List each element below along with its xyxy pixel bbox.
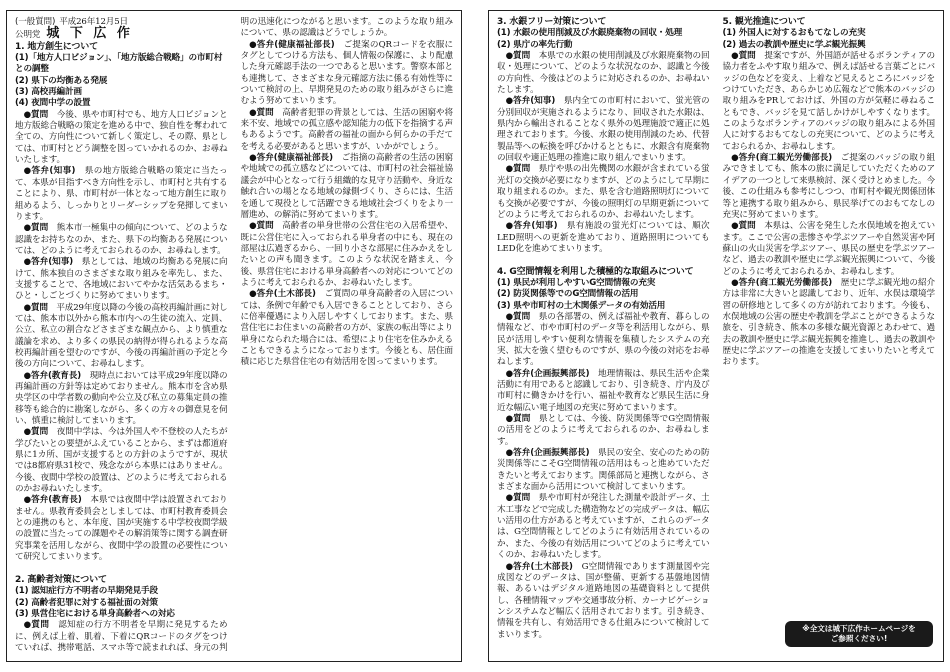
sub-topic: (2) 高齢者犯罪に対する福祉面の対策 [15, 597, 158, 608]
answer-text: 現時点においては平成29年度以降の再編計画の方針等は定めておりません。熊本市を含め県央学区の中学者数の動向や公立及び私立の募集定員の推移等も総合的に勘案しながら、多くの方々の御意見を伺い、慎重に検討してまいります。 [15, 370, 228, 427]
question-paragraph [723, 221, 936, 278]
answer-label: ●答弁(知事) [505, 96, 556, 107]
answer-text: 本県では夜間中学は設置されておりません。県教育委員会としましては、市町村教育委員会との連携のもと、本年度、国が実施する中学校夜間学級の設置に当たっての課題やその解消策等に関する調査研究事業を活用しながら、夜間中学の設置の必要性について研究してまいります。 [15, 495, 228, 563]
member-name: 城 下 広 作 [46, 26, 133, 42]
report-header [15, 17, 228, 42]
answer-label: ●答弁(知事) [505, 221, 558, 232]
answer-label: ●答弁(企画振興部長) [505, 368, 590, 379]
answer-text: 県の地方版総合戦略の策定に当たって、本県が目指すべき方向性を示し、市町村と共有することにより、県、市町村が一体となって地方創生に取り組めるよう、しっかりとリーダーシップを発揮してまいります。 [15, 166, 228, 222]
question-text: 高齢者犯罪の背景としては、生活の困窮や将来不安、地域での孤立感や認知能力の低下を指摘する声もあるようです。高齢者の福祉の面から何らかの手だてを考える必要があると思いますが、いかがでしょう。 [240, 107, 453, 152]
question-text: 高齢者の単身世帯の公営住宅の入居希望や、既に公営住宅に入っておられる単身者の中にも、現在の部屋は広過ぎるから、一回り小さな部屋に住みかえをしたいとの声も聞きます。このような状況を踏まえ、今後、県営住宅における単身高齢者への対応についてどのように考えておられるか、お尋ねいたします。 [240, 221, 453, 288]
question-text: 平成29年度以降の今後の高校再編計画に対しては、熊本市以外から熊本市内への生徒の流入、定員、公立、私立の割合などさまざまな観点から、より慎重な議論を求め、より多くの県民の納得が得られるような高校再編計画を望むのですが、今後の再編計画の予定と今後の方向について、お尋ねします。 [15, 302, 228, 370]
answer-paragraph [497, 96, 710, 164]
question-label: ●質問 [23, 620, 50, 631]
homepage-note [785, 621, 933, 647]
question-label: ●質問 [249, 221, 274, 232]
sub-topic: (4) 夜間中学の設置 [15, 98, 91, 109]
left-columns [15, 17, 453, 655]
question-paragraph [241, 108, 454, 153]
answer-label: ●答弁(健康福祉部長) [249, 153, 333, 164]
answer-text: 歴史に学ぶ観光地の紹介方は非常に大きいと認識しており、近年、水俣は環境学習の研修地として多くの方が訪れております。今後も、水俣地域の公害の歴史や教訓を学ぶことができるような旅を、引き続き、熊本の多様な観光資源とあわせて、過去の教訓や歴史に学ぶ観光振興を推進し、過去の教訓や歴史に学ぶツアーの推進を支援してまいりたいと考えております。 [722, 277, 935, 368]
question-text: 本県は、公害を発生した水俣地域を抱えています。ここで公害の悲惨さや学ぶツアーや自然災害や阿蘇山の火山災害を学ぶツアー、県民の歴史を学ぶツアーなど、過去の教訓や歴史に学ぶ観光振興について、今後どのように考えておられるか、お尋ねします。 [722, 221, 935, 277]
question-paragraph [497, 493, 710, 561]
sub-topic: (1)「地方人口ビジョン」、「地方版総合戦略」の市町村との調整 [15, 53, 223, 75]
section-spacer [497, 641, 710, 652]
question-paragraph [15, 223, 228, 257]
answer-text: ご指摘の高齢者の生活の困窮や地域での孤立感などについては、市町村の社会福祉協議会が中心となって行う組織的な見守り活動や、身近な触れ合いの場となる地域の縁側づくり、さらには、生活を通して現役として活躍できる地域社会づくりをより一層進め、の解消に努めてまいります。 [240, 153, 453, 220]
sub-topic: (3) 県や市町村の土木関係データの有効活用 [497, 300, 666, 311]
section-spacer [15, 564, 228, 575]
answer-text: ご質問の単身高齢者の入居については、条例で年齢でも入居できることとしており、さらに倍率優遇により入居しやすくしております。また、県営住宅にお住まいの高齢者の方が、家族の転出等により単身になられた場合には、希望により住宅を住みかえることもできるようになっております。今後とも、居住面積に応じた県営住宅の有効活用を図ってまいります。 [240, 289, 453, 368]
question-paragraph [15, 427, 228, 495]
answer-paragraph [497, 221, 710, 255]
sub-topic: (2) 県庁の率先行動 [497, 39, 573, 50]
section-spacer [497, 255, 710, 266]
question-paragraph [723, 51, 936, 153]
answer-text: ご提案のバッジの取り組みできましても、熊本の旅に満足していただくためのアイデアの一つとして来県検討、深く受けとめました。今後、この仕組みも参考にしつつ、市町村や観光関係団体等と連携する取り組みから、県民挙げてのおもてなしの充実に努めてまいります。 [722, 153, 935, 220]
question-paragraph [15, 303, 228, 371]
page-left [6, 10, 462, 662]
session-date: 平成26年12月5日 [59, 17, 128, 27]
question-paragraph [497, 414, 710, 448]
answer-text: 県内全ての市町村において、蛍光管の分別回収が実施されるようになり、回収された水銀は、県内から輸出されることなく県外の処理施設で適正に処理されております。今後、水銀の使用削減のため、代替製品等への転換を呼びかけるとともに、水銀含有廃棄物の回収や適正処理の推進に取り組んでまいります。 [497, 96, 710, 164]
question-label: ●質問 [23, 223, 49, 234]
question-paragraph [497, 51, 710, 96]
answer-paragraph [241, 289, 454, 368]
answer-text: ご提案のQRコードを衣服にタグとしてつける方法も、個人情報の保護に、より配慮した身元確認手法の一つであると思います。警察本部とも連携して、さまざまな身元確認方法に係る有効性等について検討の上、早期発見のための取り組みがさらに進むよう努めてまいります。 [240, 39, 453, 107]
section-title: 4. G空間情報を利用した積極的な取組みについて [497, 266, 694, 277]
sub-topic: (3) 県営住宅における単身高齢者への対応 [15, 608, 175, 619]
question-paragraph [241, 221, 454, 289]
answer-paragraph [15, 166, 228, 223]
answer-paragraph [241, 40, 454, 108]
question-type: (一般質問) [15, 17, 56, 27]
sub-topic: (1) 認知症行方不明者の早期発見手段 [15, 586, 158, 597]
question-paragraph [497, 312, 710, 369]
answer-label: ●答弁(健康福祉部長) [249, 39, 335, 50]
sub-topic: (3) 高校再編計画 [15, 87, 82, 98]
answer-label: ●答弁(企画振興部長) [505, 448, 590, 459]
question-text: 県としては、今後、防災関係等でG空間情報の活用をどのように考えておられるのか、お尋ねします。 [497, 414, 710, 447]
section-title: 2. 高齢者対策について [15, 574, 107, 585]
answer-label: ●答弁(知事) [23, 166, 76, 177]
answer-text: 県民の安全、安心のための防災関係等にこそG空間情報の活用はもっと進めていただきたいと考えております。関係部局と連携しながら、さまざまな面から活用について検討してまいります。 [497, 448, 710, 493]
page-right [488, 10, 944, 662]
question-text: 提案ですが、外国語が話せるボランティアの協力者をふやす取り組みで、例えば話せる言葉ごとにバッジの色などを変え、上着など見えるところにバッジをつけていただき、あらかじめ広報などで熊本のバッジの取り組みをPRしておけば、外国の方が気軽に尋ねることもでき、バッジを見て話しかけがしやすくなります。このようなボランティアのバッジの取り組みによる外国人に対するおもてなしの充実について、どのように考えておられるか、お尋ねします。 [722, 51, 935, 152]
section-title: 5. 観光推進について [722, 17, 806, 27]
question-text: 熊本市一極集中の傾向について、どのような認識をお持ちなのか、また、県下の均衡ある発展については、どのように考えておられるのか、お尋ねします。 [15, 223, 228, 256]
section-title: 3. 水銀フリー対策について [497, 17, 607, 27]
question-paragraph [15, 110, 228, 167]
sub-topic: (1) 県民が利用しやすいG空間情報の充実 [497, 277, 656, 288]
note-line-1: ※全文は城下広作ホームページを [802, 624, 916, 633]
question-label: ●質問 [505, 493, 531, 504]
answer-paragraph [15, 495, 228, 563]
answer-paragraph [497, 448, 710, 493]
sub-topic: (1) 水銀の使用削減及び水銀廃棄物の回収・処理 [497, 28, 683, 39]
note-line-2: ご参照ください! [830, 634, 888, 643]
section-title: 1. 地方創生について [15, 41, 98, 52]
question-label: ●質問 [731, 51, 756, 62]
answer-label: ●答弁(商工観光労働部長) [731, 277, 833, 288]
question-label: ●質問 [505, 311, 531, 322]
question-text: 認知症の行方不明者を早期に発見するために、例えば上着、肌着、下着にQRコードのタグをつけていれば、携帯電話、スマホ等で読まれれば、身元の判明の迅速化につながると思います。このような取り組みについて、県の認識はどうでしょうか。 [15, 17, 453, 653]
answer-text: 県としては、地域の均衡ある発展に向けて、熊本独自のさまざまな取り組みを率先し、また、支援することで、各地域においてやかな活気あるまち・ひと・しごとづくりに努めてまいります。 [15, 257, 228, 302]
sub-topic: (2) 過去の教訓や歴史に学ぶ観光振興 [722, 39, 866, 50]
question-label: ●質問 [23, 427, 49, 438]
answer-paragraph [15, 257, 228, 302]
question-label: ●質問 [23, 109, 49, 120]
answer-paragraph [497, 369, 710, 414]
sub-topic: (2) 防災関係等でのG空間情報の活用 [497, 289, 639, 300]
answer-label: ●答弁(商工観光労働部長) [731, 153, 833, 164]
question-paragraph [497, 164, 710, 221]
question-label: ●質問 [249, 107, 274, 118]
answer-paragraph [723, 153, 936, 221]
sub-topic: (1) 外国人に対するおもてなしの充実 [722, 28, 866, 39]
question-text: 本県での水銀の使用削減及び水銀廃棄物の回収・処理について、どのような状況なのか、認識と今後の方向性、今後はどのように対応されるのか、お尋ねいたします。 [497, 51, 710, 96]
question-text: 県庁や県の出先機関の水銀が含まれている蛍光灯の交換が必要になりますが、どのようにして早期に取り組まれるのか。また、県を含む道路照明灯についても交換が必要ですが、今後の照明灯の早期更新についてどのように考えておられるのか、お尋ねいたします。 [497, 164, 710, 220]
answer-paragraph [497, 562, 710, 641]
question-label: ●質問 [505, 51, 531, 62]
question-label: ●質問 [505, 164, 531, 175]
question-text: 県や市町村が発注した測量や設計データ、土木工事などで完成した構造物などの完成データは、幅広い活用の仕方があると考えていますが、これらのデータは、G空間情報としてどのように有効活用されているのか、また、今後の有効活用についてどのように考えていくのか、お尋ねいたします。 [497, 493, 710, 561]
answer-text: 県有施設の蛍光灯については、順次LED照明への更新を進めており、道路照明についてもLED化を進めてまいります。 [497, 221, 710, 254]
answer-paragraph [723, 278, 936, 369]
question-text: 今後、県や市町村でも、地方人口ビジョンと地方版総合戦略の策定を進める中で、独自性を奪われて全ての、方向性について新しく策定し、その際、県としては、市町村とどう調整を図っていかれるのか、お尋ねいたします。 [15, 109, 228, 166]
answer-paragraph [241, 153, 454, 221]
question-label: ●質問 [505, 414, 531, 425]
answer-text: G空間情報であります測量図や完成図などのデータは、国が整備、更新する基盤地図情報、あるいはデジタル道路地図の基礎資料として提供し、各種情報マップや交通事故分析、カーナビゲーションシステムなど幅広く活用されております。引き続き、情報を共有し、有効活用できる仕組みについて検討してまいります。 [497, 561, 710, 640]
answer-paragraph [15, 371, 228, 428]
question-text: 夜間中学は、今は外国人や不登校の人たちが学びたいとの要望がふえていることから、まずは都道府県に1カ所、国が支援するとの方針のようですが、現状では8都府県31校で、残念ながら本県にはありません。今後、夜間中学校の設置は、どのように考えておられるのかお尋ねいたします。 [15, 427, 228, 495]
question-text: 県の各部署の、例えば福祉や教育、暮らしの情報など、市や市町村のデータ等を利活用しながら、県民が活用しやすい便利な情報を集積したシステムの充実、拡大を強く望むものですが、県の今後の対応をお尋ねします。 [497, 311, 710, 368]
question-label: ●質問 [731, 221, 756, 232]
answer-label: ●答弁(土木部長) [249, 289, 316, 300]
party-name: 公明党 [15, 30, 41, 41]
right-columns [497, 17, 935, 655]
answer-label: ●答弁(教育長) [23, 370, 82, 381]
question-label: ●質問 [23, 302, 48, 313]
answer-label: ●答弁(知事) [23, 257, 74, 268]
sub-topic: (2) 県下の均衡ある発展 [15, 75, 108, 86]
answer-text: 地理情報は、県民生活や企業活動に有用であると認識しており、引き続き、庁内及び市町村に働きかけを行い、福祉や教育など県民生活に身近な幅広い電子地図の充実に努めてまいります。 [497, 368, 710, 413]
answer-label: ●答弁(土木部長) [505, 561, 573, 572]
answer-label: ●答弁(教育長) [23, 495, 82, 506]
